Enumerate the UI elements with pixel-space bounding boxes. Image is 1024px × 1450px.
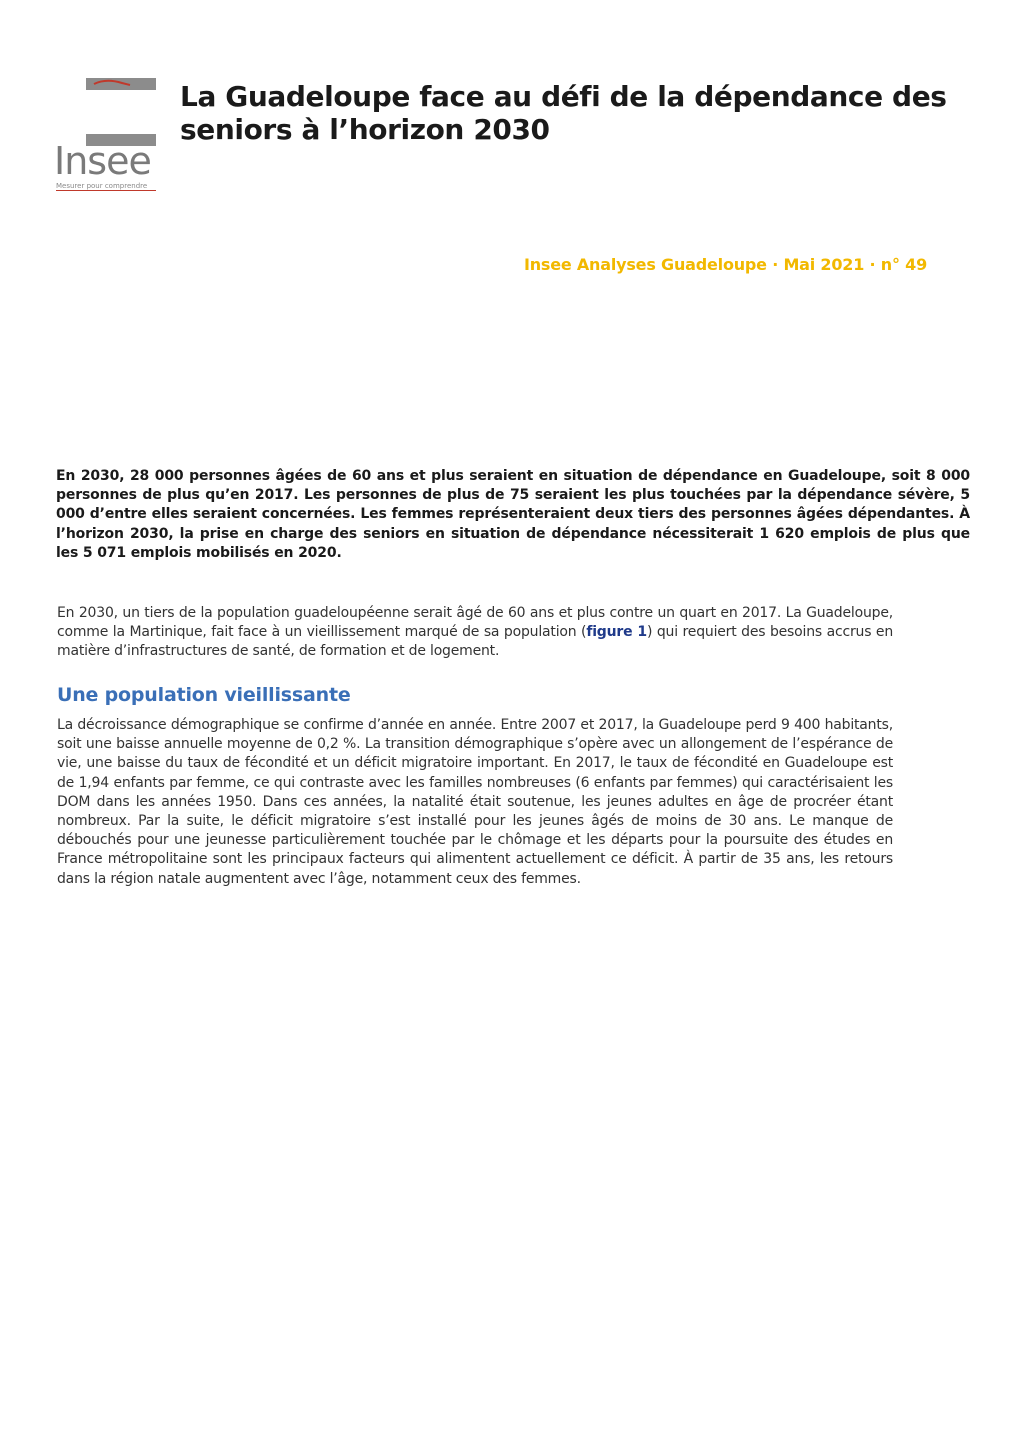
abstract-paragraph: En 2030, 28 000 personnes âgées de 60 ans et plus seraient en situation de dépendance en Guadeloupe, soit 8 000 personnes de plus qu’en 2017. Les personnes de plus de 75 seraient les plus touchées par la dépendance sévère, 5 000 d’entre elles seraient concernées. Les femmes représenteraient deux tiers des personnes âgées dépendantes. À l’horizon 2030, la prise en charge des seniors en situation de dépendance nécessiterait 1 620 emplois de plus que les 5 071 emplois mobilisés en 2020. [56,468,970,561]
section-body-paragraph: La décroissance démographique se confirme d’année en année. Entre 2007 et 2017, la Guadeloupe perd 9 400 habitants, soit une baisse annuelle moyenne de 0,2 %. La transition démographique s’opère avec un allongement de l’espérance de vie, une baisse du taux de fécondité et un déficit migratoire important. En 2017, le taux de fécondité en Guadeloupe est de 1,94 enfants par femme, ce qui contraste avec les familles nombreuses (6 enfants par femmes) qui caractérisaient les DOM dans les années 1950. Dans ces années, la natalité était soutenue, les jeunes adultes en âge de procréer étant nombreux. Par la suite, le déficit migratoire s’est installé pour les jeunes âgés de moins de 30 ans. Le manque de débouchés pour une jeunesse particulièrement touchée par le chômage et les départs pour la poursuite des études en France métropolitaine sont les principaux facteurs qui alimentent actuellement ce déficit. À partir de 35 ans, les retours dans la région natale augmentent avec l’âge, notamment ceux des femmes. [57,717,893,887]
intro-text-end: ) qui requiert des besoins accrus en matière d’infrastructures de santé, de formation et de logement. [57,624,893,660]
logo-wordmark: Insee [54,139,151,183]
section-heading: Une population vieillissante [57,684,351,706]
intro-text-start: En 2030, un tiers de la population guadeloupéenne serait âgé de 60 ans et plus contre un quart en 2017. La Guadeloupe, comme la Martinique, fait face à un vieillissement marqué de sa population ( [57,605,893,641]
page-title: La Guadeloupe face au défi de la dépendance des seniors à l’horizon 2030 [180,80,947,146]
intro-paragraph [57,604,893,662]
figure-1-link[interactable]: figure 1 [586,624,647,641]
logo-tagline: Mesurer pour comprendre [56,182,156,191]
logo-swoosh-icon [92,79,132,87]
publication-series: Insee Analyses Guadeloupe · Mai 2021 · n° 49 [523,255,927,274]
insee-logo[interactable] [56,78,156,194]
